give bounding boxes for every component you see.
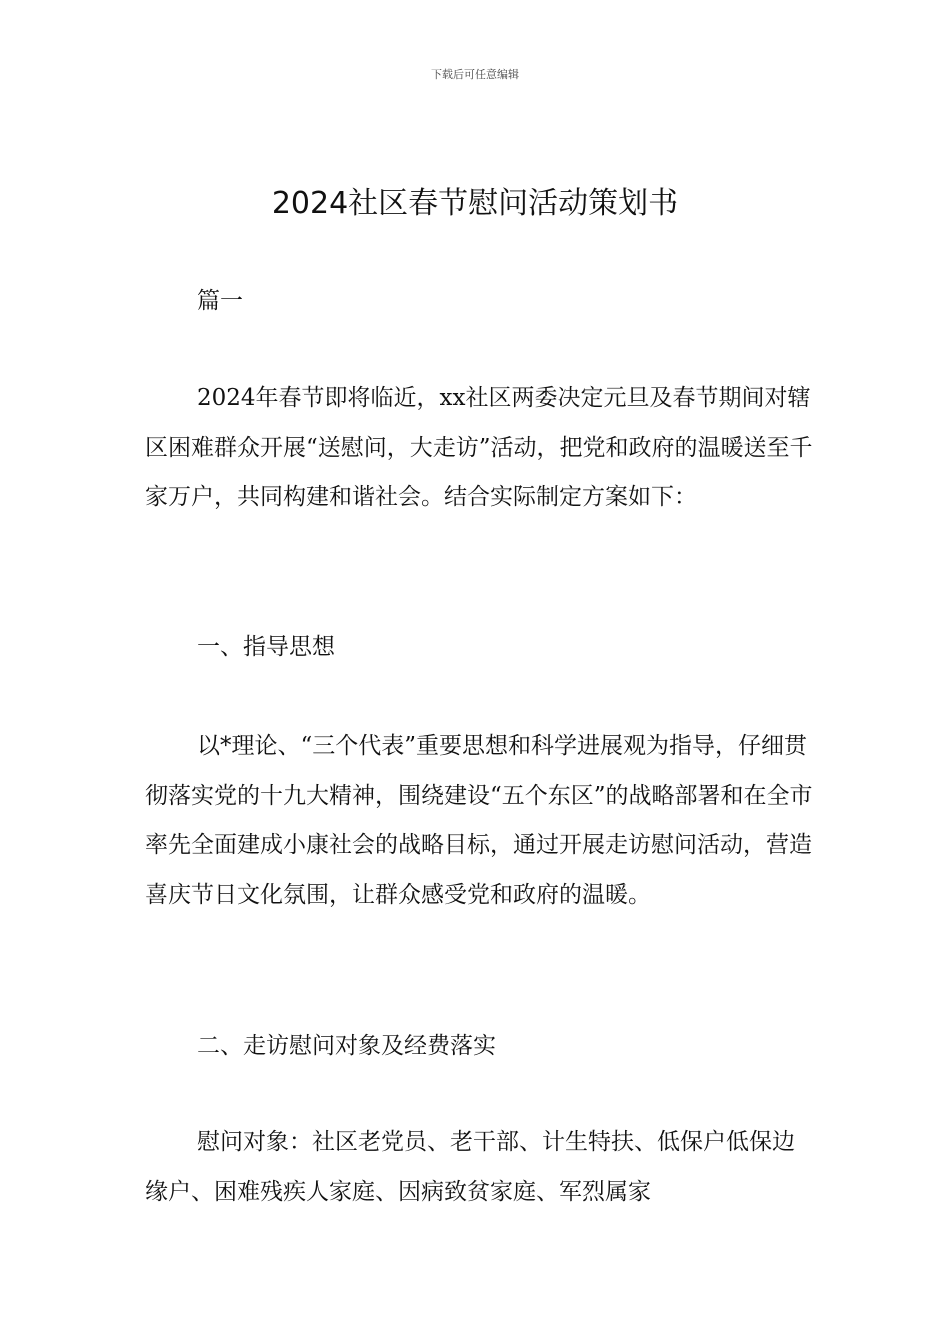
section-heading-visit-targets: 二、走访慰问对象及经费落实 bbox=[197, 1033, 496, 1059]
guiding-ideology-paragraph: 以*理论、“三个代表”重要思想和科学进展观为指导，仔细贯彻落实党的十九大精神，围绕建设“五个东区”的战略部署和在全市率先全面建成小康社会的战略目标，通过开展走访慰问活动，营造喜庆节日文化氛围，让群众感受党和政府的温暖。 bbox=[145, 733, 813, 908]
header-note: 下载后可任意编辑 bbox=[431, 68, 519, 81]
part-label: 篇一 bbox=[197, 288, 243, 314]
intro-paragraph: 2024年春节即将临近，xx社区两委决定元旦及春节期间对辖区困难群众开展“送慰问，大走访”活动，把党和政府的温暖送至千家万户，共同构建和谐社会。结合实际制定方案如下： bbox=[145, 385, 813, 510]
section-heading-guiding-ideology: 一、指导思想 bbox=[197, 634, 335, 660]
document-title: 2024社区春节慰问活动策划书 bbox=[271, 186, 679, 221]
visit-targets-paragraph: 慰问对象：社区老党员、老干部、计生特扶、低保户低保边缘户、困难残疾人家庭、因病致贫家庭、军烈属家 bbox=[145, 1129, 795, 1205]
